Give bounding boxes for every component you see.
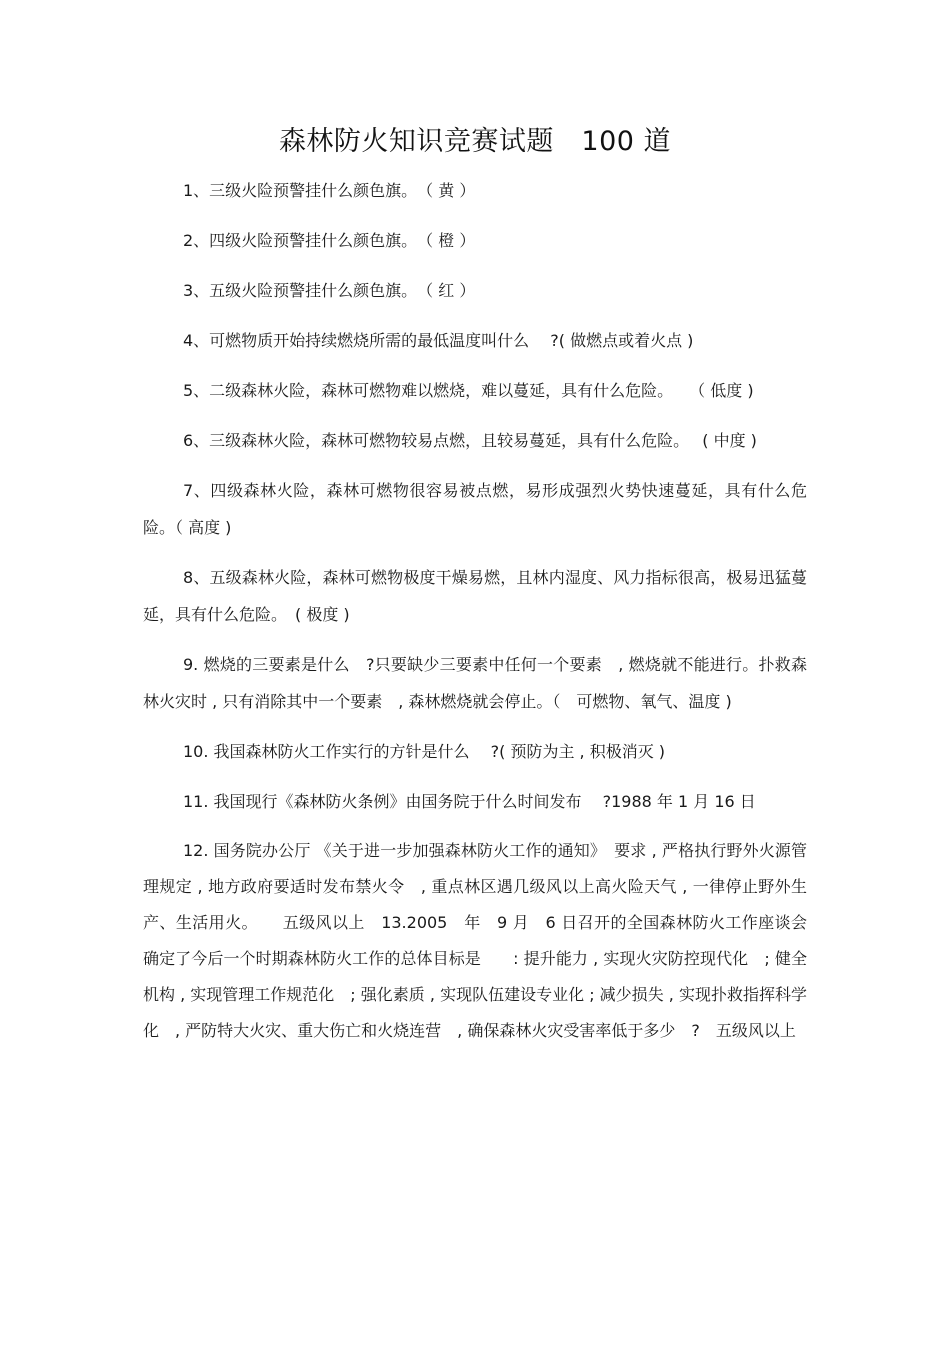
question-item: 5、二级森林火险，森林可燃物难以燃烧，难以蔓延，具有什么危险。 （ 低度 ) — [183, 381, 754, 400]
question-item: 12. 国务院办公厅 《关于进一步加强森林防火工作的通知》 要求 , 严格执行野外火源管理规定 , 地方政府要适时发布禁火令 , 重点林区遇几级风以上高火险天气 , 一律停止野外生产、生活用火。 五级风以上 13.2005 年 9 月 6 日召开的全国森林防火工作座谈会确定了今后一个时期森林防火工作的总体目标是 : 提升能力 , 实现火灾防控现代化 ; 健全机构 , 实现管理工作规范化 ; 强化素质 , 实现队伍建设专业化 ; 减少损失 , 实现扑救指挥科学化 , 严防特大火灾、重大伤亡和火烧连营 , 确保森林火灾受害率低于多少 ? 五级风以上 — [143, 841, 807, 1040]
question-list — [143, 172, 807, 1062]
question-item: 1、三级火险预警挂什么颜色旗。 （ 黄 ） — [183, 181, 476, 200]
question-item: 2、四级火险预警挂什么颜色旗。 （ 橙 ） — [183, 231, 476, 250]
question-item: 4、可燃物质开始持续燃烧所需的最低温度叫什么 ?( 做燃点或着火点 ) — [183, 331, 694, 350]
question-item: 11. 我国现行《森林防火条例》由国务院于什么时间发布 ?1988 年 1 月 16 日 — [183, 792, 756, 811]
question-item: 9. 燃烧的三要素是什么 ?只要缺少三要素中任何一个要素 , 燃烧就不能进行。扑救森林火灾时 , 只有消除其中一个要素 , 森林燃烧就会停止。（ 可燃物、氧气、温度 ) — [143, 655, 807, 711]
question-item: 10. 我国森林防火工作实行的方针是什么 ?( 预防为主 , 积极消灭 ) — [183, 742, 666, 761]
question-item: 3、五级火险预警挂什么颜色旗。 （ 红 ） — [183, 281, 476, 300]
question-item: 7、四级森林火险，森林可燃物很容易被点燃，易形成强烈火势快速蔓延，具有什么危险。（ 高度 ) — [143, 481, 807, 537]
question-item: 8、五级森林火险，森林可燃物极度干燥易燃，且林内湿度、风力指标很高，极易迅猛蔓延，具有什么危险。 ( 极度 ) — [143, 568, 807, 624]
page-title: 森林防火知识竞赛试题 100 道 — [278, 126, 672, 157]
question-item: 6、三级森林火险，森林可燃物较易点燃，且较易蔓延，具有什么危险。 ( 中度 ) — [183, 431, 757, 450]
